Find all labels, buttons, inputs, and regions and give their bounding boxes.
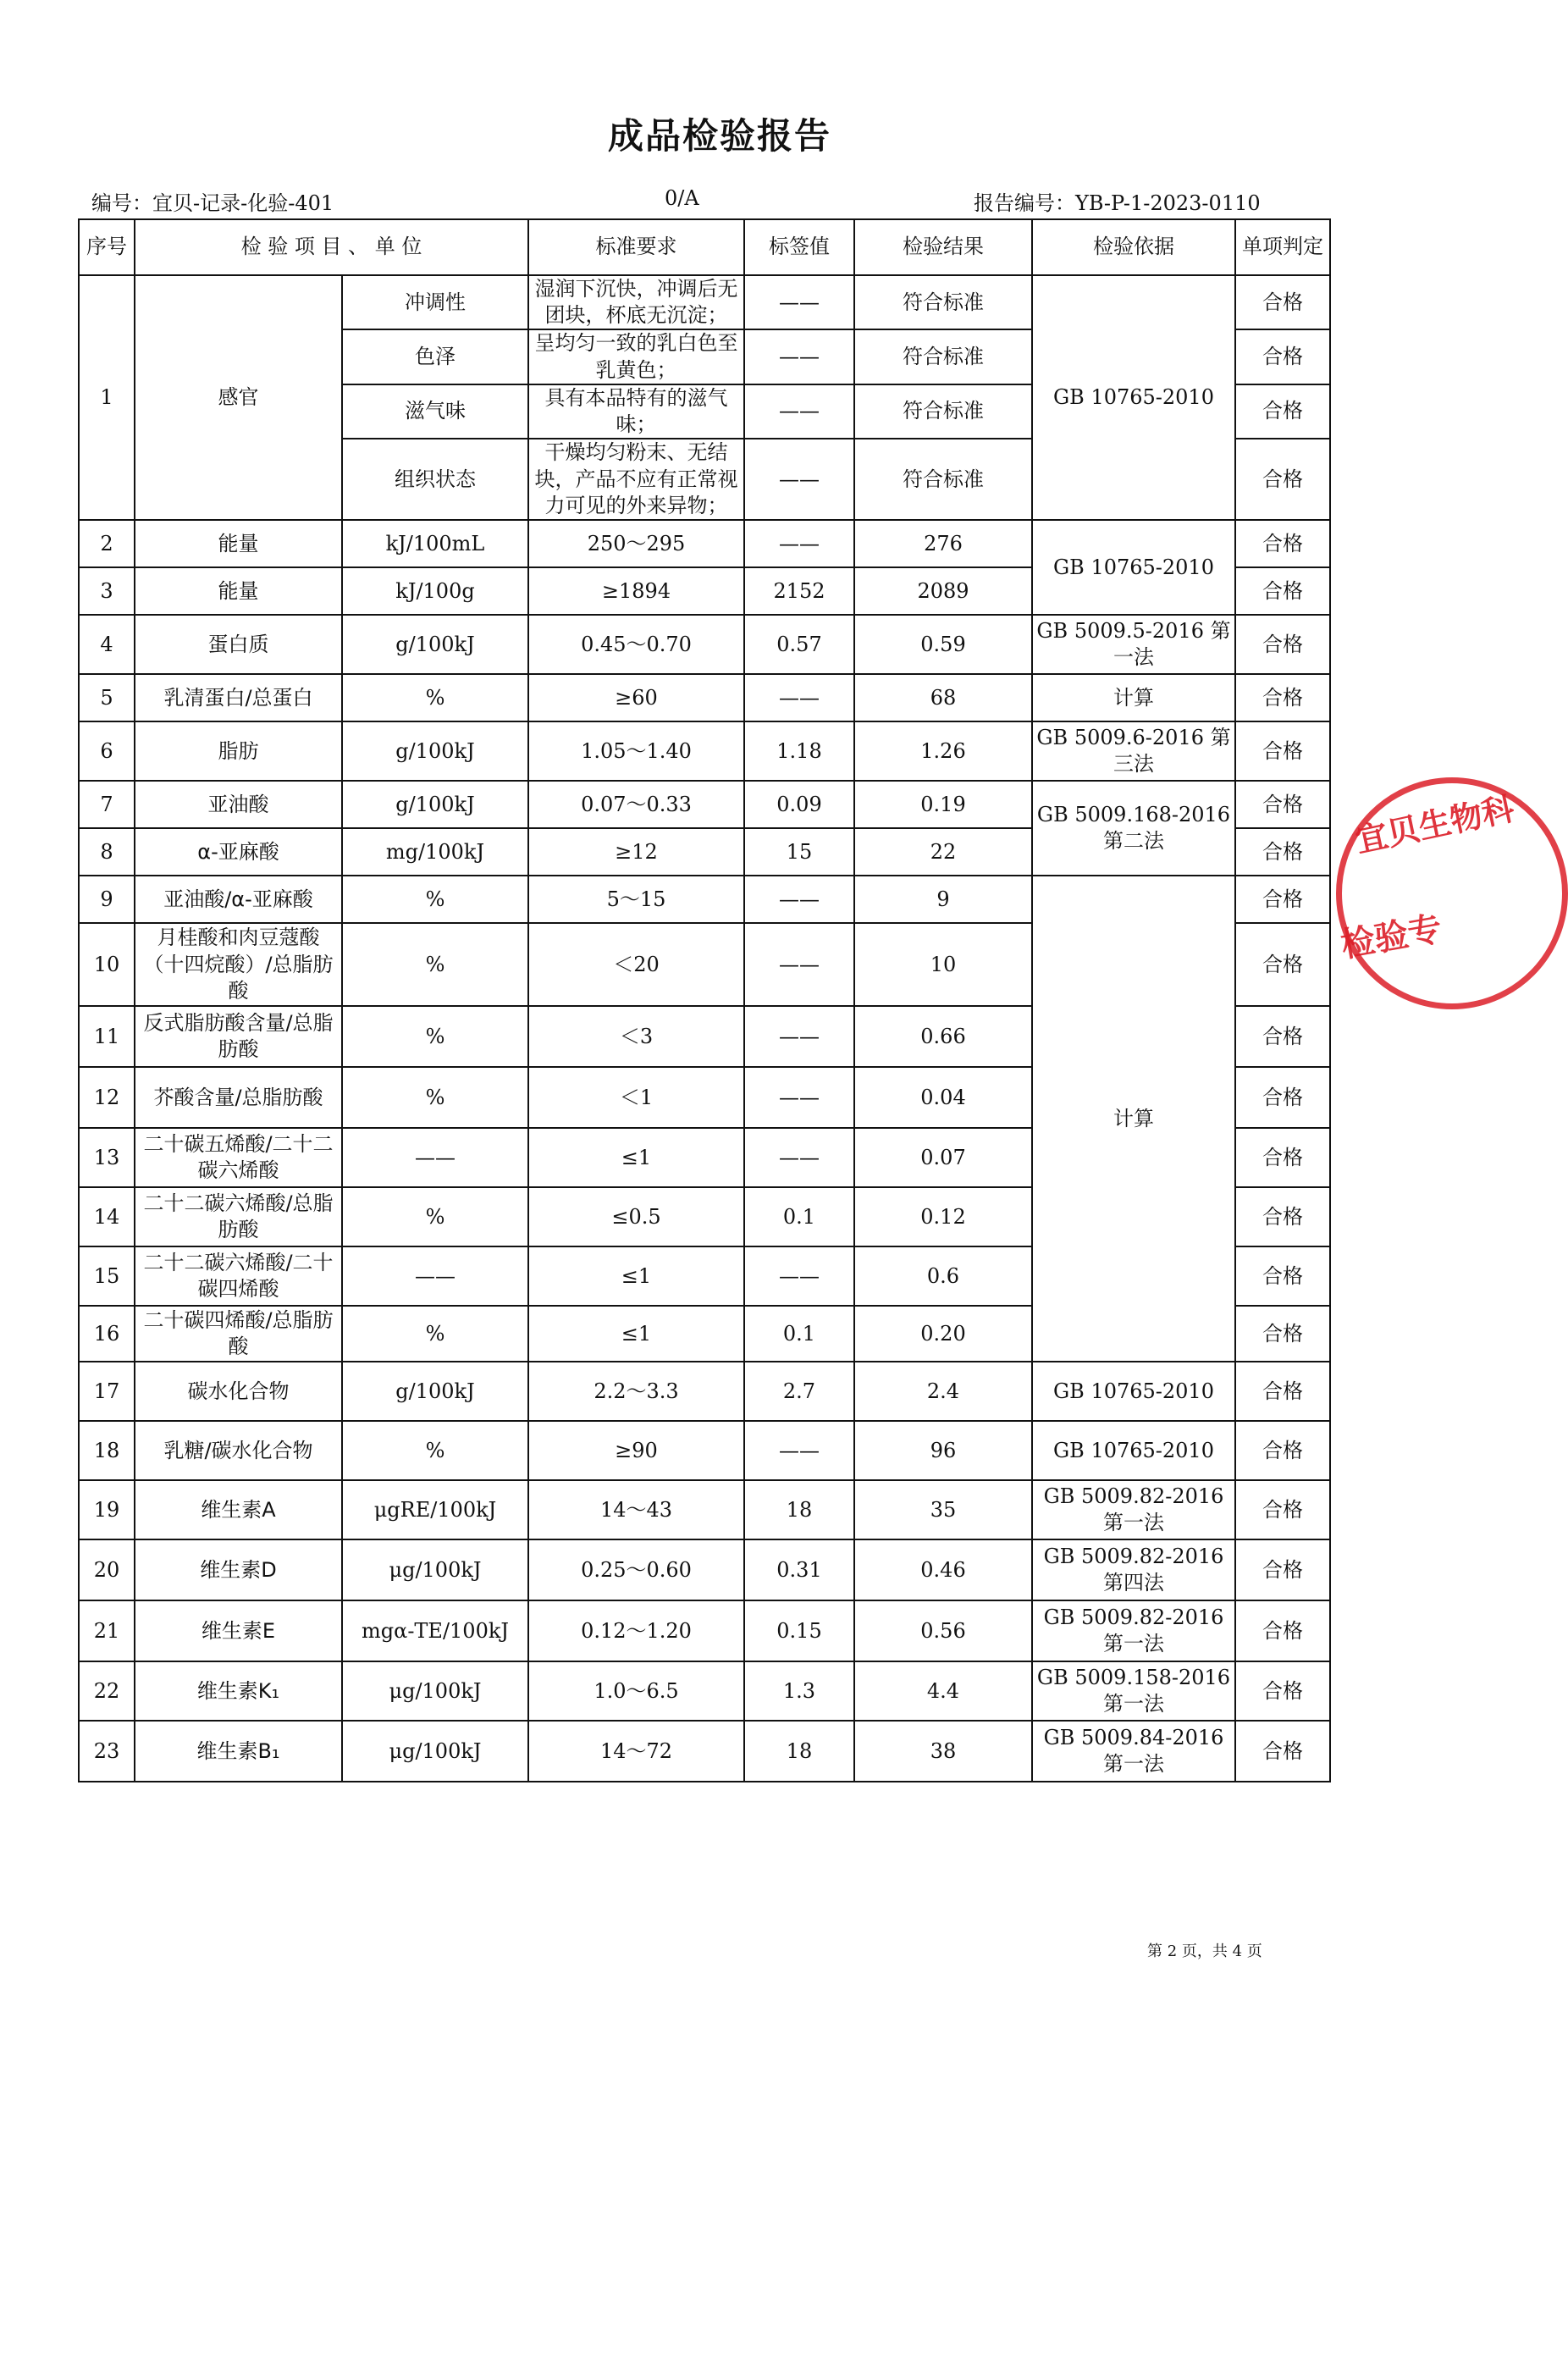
row-basis: GB 10765-2010	[1032, 1421, 1235, 1480]
row-result: 1.26	[854, 721, 1032, 781]
table-row	[79, 721, 1330, 781]
row-item: 芥酸含量/总脂肪酸	[135, 1067, 342, 1128]
row-item: 碳水化合物	[135, 1362, 342, 1421]
row-item: 乳清蛋白/总蛋白	[135, 674, 342, 721]
table-row	[79, 520, 1330, 567]
row-verdict: 合格	[1235, 781, 1330, 828]
row-verdict: 合格	[1235, 615, 1330, 674]
row-standard: 0.25～0.60	[528, 1539, 744, 1600]
row-seq: 1	[79, 275, 135, 520]
row-basis: GB 5009.82-2016 第四法	[1032, 1539, 1235, 1600]
row-verdict: 合格	[1235, 1600, 1330, 1661]
row-verdict: 合格	[1235, 1128, 1330, 1187]
row-standard: ＜1	[528, 1067, 744, 1128]
row-unit: %	[342, 923, 528, 1006]
row-label-value: ——	[744, 1128, 854, 1187]
row-standard: 0.07～0.33	[528, 781, 744, 828]
row-verdict: 合格	[1235, 721, 1330, 781]
row-unit: μg/100kJ	[342, 1539, 528, 1600]
row-label-value: 0.1	[744, 1306, 854, 1362]
row-item: 二十碳四烯酸/总脂肪酸	[135, 1306, 342, 1362]
row-item: 维生素E	[135, 1600, 342, 1661]
row-item: 亚油酸	[135, 781, 342, 828]
row-label-value: ——	[744, 674, 854, 721]
row-verdict: 合格	[1235, 923, 1330, 1006]
row-label-value: ——	[744, 1421, 854, 1480]
row-unit: %	[342, 876, 528, 923]
row-result: 22	[854, 828, 1032, 876]
row-unit: mg/100kJ	[342, 828, 528, 876]
row-standard: 14～43	[528, 1480, 744, 1539]
row-unit: %	[342, 1006, 528, 1067]
row-seq: 19	[79, 1480, 135, 1539]
row-result: 96	[854, 1421, 1032, 1480]
row-verdict: 合格	[1235, 1421, 1330, 1480]
col-label-value: 标签值	[744, 219, 854, 275]
row-item: 乳糖/碳水化合物	[135, 1421, 342, 1480]
row-standard: 具有本品特有的滋气味；	[528, 384, 744, 439]
row-verdict: 合格	[1235, 567, 1330, 615]
row-basis: GB 5009.82-2016 第一法	[1032, 1600, 1235, 1661]
page-number: 第 2 页，共 4 页	[1147, 1943, 1262, 1960]
row-item: 维生素A	[135, 1480, 342, 1539]
row-result: 0.46	[854, 1539, 1032, 1600]
row-seq: 23	[79, 1721, 135, 1782]
row-verdict: 合格	[1235, 329, 1330, 384]
row-standard: 0.12～1.20	[528, 1600, 744, 1661]
row-item: 脂肪	[135, 721, 342, 781]
row-verdict: 合格	[1235, 384, 1330, 439]
row-standard: 14～72	[528, 1721, 744, 1782]
row-seq: 14	[79, 1187, 135, 1246]
row-basis: GB 5009.84-2016 第一法	[1032, 1721, 1235, 1782]
row-basis: GB 5009.6-2016 第三法	[1032, 721, 1235, 781]
row-basis: GB 5009.82-2016 第一法	[1032, 1480, 1235, 1539]
row-item: 蛋白质	[135, 615, 342, 674]
row-result: 符合标准	[854, 275, 1032, 329]
row-subitem: 冲调性	[342, 275, 528, 329]
row-item: 维生素B₁	[135, 1721, 342, 1782]
row-label-value: 18	[744, 1721, 854, 1782]
table-row	[79, 1539, 1330, 1600]
row-standard: ≤1	[528, 1306, 744, 1362]
row-item: 亚油酸/α-亚麻酸	[135, 876, 342, 923]
col-seq: 序号	[79, 219, 135, 275]
row-seq: 2	[79, 520, 135, 567]
row-item: 维生素D	[135, 1539, 342, 1600]
row-item: 能量	[135, 520, 342, 567]
col-result: 检验结果	[854, 219, 1032, 275]
row-item: 二十碳五烯酸/二十二碳六烯酸	[135, 1128, 342, 1187]
row-basis: GB 10765-2010	[1032, 275, 1235, 520]
table-row	[79, 1480, 1330, 1539]
row-label-value: ——	[744, 1067, 854, 1128]
table-row	[79, 781, 1330, 828]
row-standard: 5～15	[528, 876, 744, 923]
row-verdict: 合格	[1235, 1246, 1330, 1306]
row-verdict: 合格	[1235, 1306, 1330, 1362]
row-result: 4.4	[854, 1661, 1032, 1721]
row-standard: 1.0～6.5	[528, 1661, 744, 1721]
col-item: 检 验 项 目 、 单 位	[135, 219, 528, 275]
row-item: 月桂酸和肉豆蔻酸（十四烷酸）/总脂肪酸	[135, 923, 342, 1006]
row-verdict: 合格	[1235, 1006, 1330, 1067]
row-verdict: 合格	[1235, 1187, 1330, 1246]
row-unit: kJ/100mL	[342, 520, 528, 567]
row-verdict: 合格	[1235, 1362, 1330, 1421]
row-subitem: 组织状态	[342, 439, 528, 520]
row-label-value: ——	[744, 1006, 854, 1067]
table-row	[79, 876, 1330, 923]
seal-bottom-text: 检验专	[1338, 909, 1445, 966]
row-verdict: 合格	[1235, 1067, 1330, 1128]
row-standard: ≥1894	[528, 567, 744, 615]
row-unit: ——	[342, 1128, 528, 1187]
row-label-value: ——	[744, 876, 854, 923]
row-standard: ＜20	[528, 923, 744, 1006]
row-verdict: 合格	[1235, 828, 1330, 876]
row-basis: 计算	[1032, 674, 1235, 721]
row-result: 0.59	[854, 615, 1032, 674]
col-verdict: 单项判定	[1235, 219, 1330, 275]
table-row	[79, 1600, 1330, 1661]
row-subitem: 色泽	[342, 329, 528, 384]
row-unit: %	[342, 1306, 528, 1362]
row-unit: %	[342, 1067, 528, 1128]
report-title: 成品检验报告	[607, 115, 831, 157]
row-seq: 7	[79, 781, 135, 828]
row-item: 维生素K₁	[135, 1661, 342, 1721]
row-label-value: 15	[744, 828, 854, 876]
row-unit: g/100kJ	[342, 781, 528, 828]
row-label-value: 1.18	[744, 721, 854, 781]
row-standard: ≤1	[528, 1246, 744, 1306]
row-result: 符合标准	[854, 439, 1032, 520]
row-label-value: ——	[744, 520, 854, 567]
row-basis: GB 5009.158-2016 第一法	[1032, 1661, 1235, 1721]
row-seq: 13	[79, 1128, 135, 1187]
row-result: 0.04	[854, 1067, 1032, 1128]
row-result: 9	[854, 876, 1032, 923]
row-result: 0.56	[854, 1600, 1032, 1661]
row-label-value: ——	[744, 923, 854, 1006]
row-result: 68	[854, 674, 1032, 721]
table-header-row	[79, 219, 1330, 275]
report-number: 报告编号：YB-P-1-2023-0110	[974, 191, 1261, 215]
row-label-value: ——	[744, 439, 854, 520]
row-standard: ≤0.5	[528, 1187, 744, 1246]
col-basis: 检验依据	[1032, 219, 1235, 275]
row-basis: GB 10765-2010	[1032, 520, 1235, 615]
row-label-value: ——	[744, 275, 854, 329]
row-standard: ≤1	[528, 1128, 744, 1187]
row-label-value: 2152	[744, 567, 854, 615]
row-standard: 1.05～1.40	[528, 721, 744, 781]
row-result: 2089	[854, 567, 1032, 615]
row-verdict: 合格	[1235, 275, 1330, 329]
row-result: 0.19	[854, 781, 1032, 828]
row-result: 2.4	[854, 1362, 1032, 1421]
row-basis: GB 5009.168-2016 第二法	[1032, 781, 1235, 876]
row-seq: 15	[79, 1246, 135, 1306]
row-standard: 250～295	[528, 520, 744, 567]
row-standard: ≥12	[528, 828, 744, 876]
row-result: 38	[854, 1721, 1032, 1782]
row-verdict: 合格	[1235, 1480, 1330, 1539]
row-seq: 5	[79, 674, 135, 721]
row-verdict: 合格	[1235, 1539, 1330, 1600]
row-verdict: 合格	[1235, 876, 1330, 923]
row-result: 符合标准	[854, 384, 1032, 439]
row-unit: %	[342, 1421, 528, 1480]
row-unit: kJ/100g	[342, 567, 528, 615]
row-standard: 干燥均匀粉末、无结块，产品不应有正常视力可见的外来异物；	[528, 439, 744, 520]
col-standard: 标准要求	[528, 219, 744, 275]
table-row	[79, 1362, 1330, 1421]
row-result: 10	[854, 923, 1032, 1006]
row-seq: 9	[79, 876, 135, 923]
row-unit: ——	[342, 1246, 528, 1306]
row-seq: 8	[79, 828, 135, 876]
row-item: 反式脂肪酸含量/总脂肪酸	[135, 1006, 342, 1067]
row-item: 能量	[135, 567, 342, 615]
row-result: 276	[854, 520, 1032, 567]
row-verdict: 合格	[1235, 439, 1330, 520]
row-item: α-亚麻酸	[135, 828, 342, 876]
row-standard: ≥60	[528, 674, 744, 721]
row-unit: %	[342, 1187, 528, 1246]
row-seq: 11	[79, 1006, 135, 1067]
row-seq: 12	[79, 1067, 135, 1128]
row-label-value: 2.7	[744, 1362, 854, 1421]
row-seq: 18	[79, 1421, 135, 1480]
row-result: 0.12	[854, 1187, 1032, 1246]
row-label-value: 0.1	[744, 1187, 854, 1246]
row-seq: 22	[79, 1661, 135, 1721]
row-basis: 计算	[1032, 876, 1235, 1362]
row-standard: ＜3	[528, 1006, 744, 1067]
row-standard: ≥90	[528, 1421, 744, 1480]
row-standard: 2.2～3.3	[528, 1362, 744, 1421]
row-result: 符合标准	[854, 329, 1032, 384]
row-seq: 21	[79, 1600, 135, 1661]
row-label-value: ——	[744, 1246, 854, 1306]
row-label-value: 0.15	[744, 1600, 854, 1661]
row-seq: 20	[79, 1539, 135, 1600]
table-row	[79, 674, 1330, 721]
row-unit: μg/100kJ	[342, 1721, 528, 1782]
row-verdict: 合格	[1235, 674, 1330, 721]
row-result: 0.66	[854, 1006, 1032, 1067]
row-basis: GB 5009.5-2016 第一法	[1032, 615, 1235, 674]
row-label-value: ——	[744, 384, 854, 439]
row-unit: g/100kJ	[342, 615, 528, 674]
row-unit: %	[342, 674, 528, 721]
seal-top-text: 宜贝生物科	[1352, 789, 1518, 860]
row-seq: 3	[79, 567, 135, 615]
table-row	[79, 275, 1330, 329]
table-row	[79, 615, 1330, 674]
row-basis: GB 10765-2010	[1032, 1362, 1235, 1421]
row-seq: 16	[79, 1306, 135, 1362]
row-verdict: 合格	[1235, 520, 1330, 567]
row-item: 二十二碳六烯酸/总脂肪酸	[135, 1187, 342, 1246]
row-seq: 17	[79, 1362, 135, 1421]
table-row	[79, 1721, 1330, 1782]
row-unit: μg/100kJ	[342, 1661, 528, 1721]
row-subitem: 滋气味	[342, 384, 528, 439]
row-standard: 呈均匀一致的乳白色至乳黄色；	[528, 329, 744, 384]
row-unit: g/100kJ	[342, 1362, 528, 1421]
row-label-value: 18	[744, 1480, 854, 1539]
row-label-value: 0.09	[744, 781, 854, 828]
row-verdict: 合格	[1235, 1721, 1330, 1782]
row-label-value: 0.31	[744, 1539, 854, 1600]
document-number: 编号：宜贝-记录-化验-401	[91, 191, 334, 215]
inspection-seal	[1336, 777, 1568, 1009]
row-result: 35	[854, 1480, 1032, 1539]
row-label-value: 0.57	[744, 615, 854, 674]
table-row	[79, 1661, 1330, 1721]
row-seq: 10	[79, 923, 135, 1006]
row-item: 二十二碳六烯酸/二十碳四烯酸	[135, 1246, 342, 1306]
inspection-table	[78, 218, 1331, 1782]
row-unit: μgRE/100kJ	[342, 1480, 528, 1539]
document-version: 0/A	[665, 186, 699, 210]
row-seq: 4	[79, 615, 135, 674]
row-standard: 0.45～0.70	[528, 615, 744, 674]
row-unit: g/100kJ	[342, 721, 528, 781]
row-label-value: 1.3	[744, 1661, 854, 1721]
row-item: 感官	[135, 275, 342, 520]
row-result: 0.6	[854, 1246, 1032, 1306]
row-verdict: 合格	[1235, 1661, 1330, 1721]
row-label-value: ——	[744, 329, 854, 384]
row-standard: 湿润下沉快，冲调后无团块，杯底无沉淀；	[528, 275, 744, 329]
table-row	[79, 1421, 1330, 1480]
row-result: 0.07	[854, 1128, 1032, 1187]
row-result: 0.20	[854, 1306, 1032, 1362]
row-seq: 6	[79, 721, 135, 781]
row-unit: mgα-TE/100kJ	[342, 1600, 528, 1661]
